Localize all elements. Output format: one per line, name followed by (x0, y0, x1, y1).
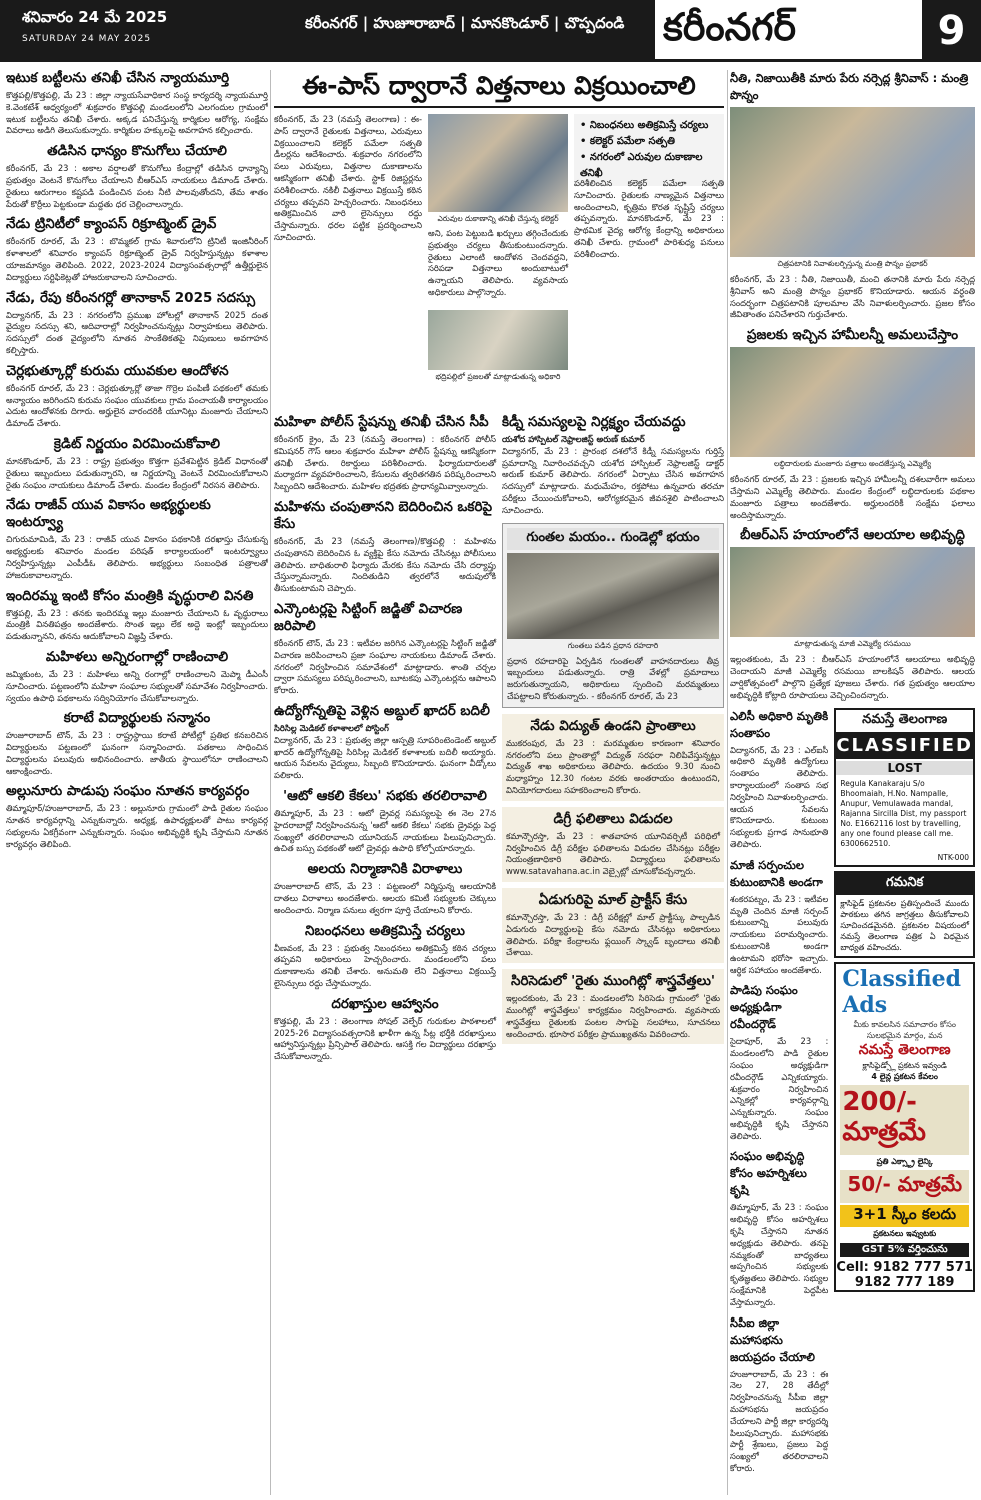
price-row (840, 1085, 969, 1155)
highlight-item: • నగరంలో ఎరువుల దుకాణాల తనిఖీ (580, 150, 718, 182)
article (502, 969, 724, 1044)
article-body: చిగురుమామిడి, మే 23 : రాజీవ్ యువ వికాసం పథకానికి దరఖాస్తు చేసుకున్న అభ్యర్థులకు శనివారం మండల పరిషత్ కార్యాలయంలో ఇంటర్వ్యూలు నిర్వహిస్తున్నట్లు ఎంపీడీఓ తెలిపారు. అభ్యర్థులు సంబంధిత పత్రాలతో హాజరుకావాలన్నారు. (6, 534, 268, 580)
photo-feature-headline: గుంతల మయం.. గుండెల్లో భయం (507, 528, 719, 550)
notice-text: క్లాసిఫైడ్ ప్రకటనల ప్రతిస్పందించే ముందు పాఠకులు తగిన జాగ్రత్తలు తీసుకోవాలని సూచించడమైనది. ప్రకటనల విషయంలో నమస్తే తెలంగాణ పత్రిక ఏ విధమైన బాధ్యత వహించదు. (840, 898, 969, 952)
center-column (274, 70, 724, 1495)
article-photo (730, 347, 975, 457)
notice-title: గమనిక (836, 873, 973, 895)
article (274, 861, 496, 916)
article (6, 363, 268, 430)
classified-promo (834, 962, 975, 1292)
article (730, 982, 828, 1142)
article (274, 996, 496, 1063)
article-headline: మహిళను చంపుతానని బెదిరించిన ఒకరిపై కేసు (274, 498, 493, 532)
article-headline: సంఘం అభివృద్ధి కోసం అహర్నిశలు కృషి (730, 1149, 807, 1198)
promo-brand-sub: క్లాసిఫైడ్స్లో ప్రకటన ఇవ్వండి (862, 1060, 947, 1070)
article (6, 649, 268, 704)
lead-photo (428, 114, 568, 212)
article-body: కొత్తపల్లి, మే 23 : తనకు ఇందిరమ్మ ఇల్లు మంజూరు చేయాలని ఓ వృద్ధురాలు మంత్రికి వినతిపత్రం అందజేశారు. సొంత ఇల్లు లేక అద్దె ఇంట్లో ఇబ్బందులు పడుతున్నానని, తనను ఆదుకోవాలని విజ్ఞప్తి చేశారు. (6, 607, 268, 642)
article-body: కరీంనగర్ రూరల్, మే 23 : బొమ్మకల్ గ్రామ శివారులోని ట్రినిటీ ఇంజినీరింగ్ కళాశాలలో శనివారం క్యాంపస్ రిక్రూట్మెంట్ డ్రైవ్ నిర్వహిస్తున్నట్లు కళాశాల యాజమాన్యం తెలిపింది. 2022, 2023-2024 విద్యాసంవత్సరాల్లో ఉత్తీర్ణులైన విద్యార్థులు సర్టిఫికెట్లతో హాజరుకావాలని సూచించారు. (6, 236, 268, 282)
notice-box (834, 871, 975, 958)
article-body: ఇల్లందకుంట, మే 23 : మండలంలోని సిరిసెడు గ్రామంలో 'రైతు ముంగిట్లో శాస్త్రవేత్తలు' కార్యక్రమం నిర్వహించారు. వ్యవసాయ శాస్త్రవేత్తలు రైతులకు పంటల సాగుపై సలహాలు, సూచనలు అందించారు. భూసార పరీక్షల ప్రాముఖ్యతను వివరించారు. (506, 993, 720, 1039)
article-body: విద్యానగర్, మే 23 : ప్రారంభ దశలోనే కిడ్నీ సమస్యలను గుర్తిస్తే ప్రమాదాన్ని నివారించవచ్చని యశోద హాస్పిటల్ నెఫ్రాలజిస్ట్ డాక్టర్ అరుణ్ కుమార్ తెలిపారు. నగరంలో ఏర్పాటు చేసిన అవగాహన సదస్సులో మాట్లాడారు. మధుమేహం, రక్తపోటు ఉన్నవారు తరచూ పరీక్షలు చేయించుకోవాలని, ఆరోగ్యకరమైన జీవనశైలి పాటించాలని సూచించారు. (502, 445, 724, 515)
article-body: విద్యానగర్, మే 23 : ప్రభుత్వ జిల్లా ఆస్పత్రి సూపరింటెండెంట్ అబ్దుల్ ఖాదర్ ఉద్యోగోన్నతిపై సిరిసిల్ల మెడికల్ కళాశాలకు బదిలీ అయ్యారు. ఆయన సేవలను వైద్యులు, సిబ్బంది కొనియాడారు. ఘనంగా వీడ్కోలు పలికారు. (274, 734, 496, 781)
article (730, 70, 975, 321)
secondary-photo-caption: భద్రిపల్లిలో ప్రజలతో మాట్లాడుతున్న అధికారి (435, 372, 561, 381)
date-telugu: శనివారం 24 మే 2025 (22, 8, 168, 26)
article (6, 216, 268, 283)
lead-body: కరీంనగర్, మే 23 (నమస్తే తెలంగాణ) : ఈ-పాస్ ద్వారానే రైతులకు విత్తనాలు, ఎరువులు విక్రయించాలని కలెక్టర్ పమేలా సత్పతి డీలర్లను ఆదేశించారు. శుక్రవారం నగరంలోని పలు ఎరువులు, విత్తనాల దుకాణాలను ఆకస్మికంగా తనిఖీ చేశారు. స్టాక్ రిజిస్టర్లను పరిశీలించారు. నకిలీ విత్తనాలు విక్రయిస్తే కఠిన చర్యలు తప్పవని హెచ్చరించారు. నిబంధనలు అతిక్రమించిన వారి లైసెన్సులు రద్దు చేస్తామన్నారు. ధరల పట్టిక ప్రదర్శించాలని సూచించారు. (274, 114, 422, 242)
article-headline: ఇందిరమ్మ ఇంటి కోసం మంత్రికి వృద్ధురాలి వినతి (6, 587, 254, 604)
article (730, 1315, 828, 1475)
article-body: హుజూరాబాద్ టౌన్, మే 23 : రాష్ట్రస్థాయి కరాటే పోటీల్లో ప్రతిభ కనబరిచిన విద్యార్థులను పట్టణంలో ఘనంగా సన్మానించారు. పతకాలు సాధించిన విద్యార్థులను పలువురు అభినందించారు. జాతీయ స్థాయిలోనూ రాణించాలని ఆకాంక్షించారు. (6, 730, 268, 776)
article (502, 888, 724, 963)
page-number: 9 (922, 0, 981, 62)
article-headline: ఎన్కౌంటర్లపై సిట్టింగ్ జడ్జితో విచారణ జరిపాలి (274, 600, 463, 634)
article-headline: నేడు విద్యుత్ ఉండని ప్రాంతాలు (530, 717, 696, 734)
promo-tagline: మీకు కావలసిన సమాచారం కోసం సులభమైన మార్గం, మన (853, 1019, 956, 1040)
article (6, 783, 268, 850)
article-headline: తడిసిన ధాన్యం కొనుగోలు చేయాలి (47, 143, 227, 160)
article-headline: సీపీఐ జిల్లా మహాసభను జయప్రదం చేయాలి (730, 1315, 815, 1364)
article-body: కొత్తపల్లి, మే 23 : తెలంగాణ సోషల్ వెల్ఫేర్ గురుకుల పాఠశాలలో 2025-26 విద్యాసంవత్సరానికి ఖాళీగా ఉన్న సీట్ల భర్తీకి దరఖాస్తులు ఆహ్వానిస్తున్నట్లు ప్రిన్సిపాల్ తెలిపారు. ఆసక్తి గల విద్యార్థులు దరఖాస్తు చేసుకోవాలన్నారు. (274, 1015, 496, 1062)
article (6, 436, 268, 491)
promo-brand: నమస్తే తెలంగాణ (858, 1041, 951, 1058)
article-body: వీణవంక, మే 23 : ప్రభుత్వ నిబంధనలు అతిక్రమిస్తే కఠిన చర్యలు తప్పవని అధికారులు హెచ్చరించారు. మండలంలోని పలు దుకాణాలను తనిఖీ చేశారు. అనుమతి లేని విత్తనాలు విక్రయిస్తే లైసెన్సులు రద్దు చేస్తామన్నారు. (274, 942, 496, 988)
article-body: విద్యానగర్, మే 23 : ఎల్ఐసీ అధికారి మృతికి ఉద్యోగులు సంతాపం తెలిపారు. కార్యాలయంలో సంతాప సభ నిర్వహించి నివాళులర్పించారు. ఆయన సేవలను కొనియాడారు. కుటుంబ సభ్యులకు ప్రగాఢ సానుభూతి తెలిపారు. (730, 744, 829, 849)
article-headline: ఇటుక బట్టీలను తనిఖీ చేసిన న్యాయమూర్తి (6, 70, 230, 86)
contact-number: Cell: 9182 777 571 (836, 1259, 973, 1275)
ad-code: NTK-000 (937, 852, 969, 862)
article-body: తిమ్మాపూర్, మే 23 : సంఘం అభివృద్ధి కోసం అహర్నిశలు కృషి చేస్తానని నూతన అధ్యక్షుడు తెలిపారు. తనపై నమ్మకంతో బాధ్యతలు అప్పగించిన సభ్యులకు కృతజ్ఞతలు తెలిపారు. సభ్యుల సంక్షేమానికి పెద్దపీట వేస్తామన్నారు. (730, 1202, 829, 1307)
article-headline: సిరిసెడులో 'రైతు ముంగిట్లో శాస్త్రవేత్తలు' (510, 973, 716, 990)
article (6, 143, 268, 210)
article-body: హుజూరాబాద్, మే 23 : ఈ నెల 27, 28 తేదీల్లో నిర్వహించనున్న సీపీఐ జిల్లా మహాసభను జయప్రదం చేయాలని పార్టీ జిల్లా కార్యదర్శి పిలుపునిచ్చారు. మహాసభకు పార్టీ శ్రేణులు, ప్రజలు పెద్ద సంఖ్యలో తరలిరావాలని కోరారు. (730, 1368, 829, 1474)
highlight-item: • నిబంధనలు అతిక్రమిస్తే చర్యలు (580, 118, 718, 134)
lead-highlights (574, 114, 724, 186)
article-headline: ఏడుగురిపై మాల్ ప్రాక్టీస్ కేసు (538, 891, 688, 908)
masthead (0, 0, 981, 62)
article (502, 414, 724, 517)
ad-text: Regula Kanakaraju S/o Bhoomaiah, H.No. Nampalle, Anupur, Vemulawada mandal, Rajanna Sircilla Dist, my passport No. E1662116 lost by travelling, any one found please call me. 6300662510. (840, 778, 967, 848)
article-body: ఇల్లంతకుంట, మే 23 : బీఆర్ఎస్ హయాంలోనే ఆలయాలు అభివృద్ధి చెందాయని మాజీ ఎమ్మెల్యే రసమయి బాలకిషన్ తెలిపారు. ఆలయ వార్షికోత్సవంలో పాల్గొని ప్రత్యేక పూజలు చేశారు. గత ప్రభుత్వం ఆలయాల అభివృద్ధికి కోట్లాది రూపాయలు వెచ్చించిందన్నారు. (730, 654, 975, 700)
article-body: కరీంనగర్, మే 23 : నీతి, నిజాయితీ, మంచి తనానికి మారు పేరు నర్సెద్ల శ్రీనివాస్ అని మంత్రి పొన్నం ప్రభాకర్ కొనియాడారు. ఆయన వర్ధంతి సందర్భంగా చిత్రపటానికి పూలమాల వేసి నివాళులర్పించారు. ప్రజల కోసం జీవితాంతం పనిచేశారని గుర్తుచేశారు. (730, 274, 975, 320)
extra-line-label: ప్రతి ఎక్స్ట్రా లైన్కి (876, 1156, 933, 1166)
article-row (730, 708, 975, 1481)
article-headline: ప్రజలకు ఇచ్చిన హామీలన్నీ అమలుచేస్తాం (746, 327, 959, 344)
lead-body: అని, పంట పెట్టుబడి ఖర్చులు తగ్గించేందుకు ప్రభుత్వం చర్యలు తీసుకుంటుందన్నారు. రైతులు ఎలాంటి ఆందోళన చెందవద్దని, సరిపడా విత్తనాలు అందుబాటులో ఉన్నాయని తెలిపారు. వ్యవసాయ అధికారులు పాల్గొన్నారు. (428, 228, 568, 297)
date-english: SATURDAY 24 MAY 2025 (22, 34, 152, 44)
extra-price-row (840, 1170, 969, 1203)
ad-classified-banner: CLASSIFIED (836, 732, 973, 759)
lead-photo-caption: ఎరువుల దుకాణాన్ని తనిఖీ చేస్తున్న కలెక్టర్ (437, 214, 559, 223)
article (6, 710, 268, 777)
article (6, 70, 268, 137)
column-divider (270, 70, 271, 1495)
gst-note: GST 5% వర్తించును (840, 1243, 969, 1257)
article-body: కమాన్చౌరస్తా, మే 23 : శాతవాహన యూనివర్సిటీ పరిధిలో నిర్వహించిన డిగ్రీ పరీక్షల ఫలితాలను విడుదల చేసినట్లు పరీక్షల నియంత్రణాధికారి తెలిపారు. విద్యార్థులు ఫలితాలను www.satavahana.ac.in వెబ్సైట్లో చూసుకోవచ్చన్నారు. (506, 830, 720, 877)
article-headline: దరఖాస్తుల ఆహ్వానం (331, 995, 439, 1012)
article (274, 788, 496, 855)
ad-brand: నమస్తే తెలంగాణ (862, 711, 948, 727)
article-subhead: యశోద హాస్పిటల్ నెఫ్రాలజిస్ట్ అరుణ్ కుమార్ (502, 434, 645, 444)
article (730, 327, 975, 521)
article-body: కరీంనగర్, మే 23 (నమస్తే తెలంగాణ)/కొత్తపల్లి : మహిళను చంపుతానని బెదిరించిన ఓ వ్యక్తిపై కేసు నమోదు చేసినట్లు పోలీసులు తెలిపారు. బాధితురాలి ఫిర్యాదు మేరకు కేసు నమోదు చేసి దర్యాప్తు చేస్తున్నామన్నారు. నిందితుడిని త్వరలోనే అదుపులోకి తీసుకుంటామని చెప్పారు. (274, 535, 496, 594)
article-photo-caption: లబ్ధిదారులకు మంజూరు పత్రాలు అందజేస్తున్న ఎమ్మెల్యే (773, 459, 932, 469)
article-photo-caption: మాట్లాడుతున్న మాజీ ఎమ్మెల్యే రసమయి (794, 639, 911, 649)
article (6, 497, 268, 581)
article-subhead: సిరిసిల్ల మెడికల్ కళాశాలలో పోస్టింగ్ (274, 722, 389, 733)
article-headline: నేడు రాజీవ్ యువ వికాసం అభ్యర్థులకు ఇంటర్వ్యూ (6, 497, 211, 531)
article-headline: చెర్లభుత్కూర్లో కురుమ యువకుల ఆందోళన (6, 362, 229, 379)
article-body: కరీంనగర్ రూరల్, మే 23 : చెర్లభుత్కూర్లో తాజా గొర్రెల పంపిణీ పథకంలో తమకు అన్యాయం జరిగిందని కురుమ సంఘం యువకులు గ్రామ పంచాయతీ కార్యాలయం ఎదుట ఆందోళనకు దిగారు. అర్హులైన వారందరికీ యూనిట్లు మంజూరు చేయాలని డిమాండ్ చేశారు. (6, 382, 268, 429)
article-body: మానకొండూర్, మే 23 : రాష్ట్ర ప్రభుత్వం కొత్తగా ప్రవేశపెట్టిన క్రెడిట్ విధానంతో రైతులు ఇబ్బందులు పడుతున్నారని, ఆ నిర్ణయాన్ని వెంటనే విరమించుకోవాలని రైతు సంఘం నాయకులు డిమాండ్ చేశారు. మండల కేంద్రంలో నిరసన తెలిపారు. (6, 455, 268, 490)
road-photo-caption: గుంతలు పడిన ప్రధాన రహదారి (567, 640, 659, 650)
article (274, 414, 496, 493)
article (730, 1148, 828, 1308)
article (730, 708, 828, 851)
photo-feature (502, 523, 724, 708)
article-body: హుజూరాబాద్ టౌన్, మే 23 : పట్టణంలో నిర్మిస్తున్న ఆలయానికి దాతలు విరాళాలు అందజేశారు. ఆలయ కమిటీ సభ్యులకు చెక్కులు అందించారు. నిర్మాణ పనులు త్వరగా పూర్తి చేయాలని కోరారు. (274, 881, 496, 915)
article-headline: నేడు, రేపు కరీంనగర్లో తానాకాన్ 2025 సదస్సు (6, 289, 256, 306)
article-body: సైదాపూర్, మే 23 : మండలంలోని పాడి రైతుల సంఘం అధ్యక్షుడిగా రవీందర్గౌడ్ ఎన్నికయ్యారు. శుక్రవారం నిర్వహించిన ఎన్నికల్లో కార్యవర్గాన్ని ఎన్నుకున్నారు. సంఘం అభివృద్ధికి కృషి చేస్తానని తెలిపారు. (730, 1036, 829, 1141)
edition-box (655, 0, 922, 62)
article-body: విద్యానగర్, మే 23 : నగరంలోని ప్రముఖ హోటల్లో తానాకాన్ 2025 దంత వైద్యుల సదస్సు శని, ఆదివారాల్లో నిర్వహించనున్నట్లు నిర్వాహకులు తెలిపారు. సదస్సులో దంత వైద్యంలోని నూతన సాంకేతికతపై నిపుణులు అవగాహన కల్పిస్తారు. (6, 309, 268, 355)
region-band: కరీంనగర్ | హుజూరాబాద్ | మానకొండూర్ | చొప్పదండి (305, 0, 655, 62)
article-photo (730, 107, 975, 257)
article (730, 857, 828, 977)
column-divider (727, 70, 728, 1495)
article-headline: క్రెడిట్ నిర్ణయం విరమించుకోవాలి (53, 435, 221, 452)
article-headline: ఉద్యోగోన్నతిపై వెళ్లిన అబ్దుల్ ఖాదర్ బదిలీ (274, 702, 490, 719)
lead-article (274, 114, 724, 414)
lead-headline: ఈ-పాస్ ద్వారానే విత్తనాలు విక్రయించాలి (274, 70, 724, 108)
article-photo-caption: చిత్రపటానికి నివాళులర్పిస్తున్న మంత్రి పొన్నం ప్రభాకర్ (777, 259, 928, 268)
article-body: కరీంనగర్ క్రైం, మే 23 (నమస్తే తెలంగాణ) : కరీంనగర్ పోలీస్ కమిషనర్ గౌస్ ఆలం శుక్రవారం మహిళా పోలీస్ స్టేషన్ను ఆకస్మికంగా తనిఖీ చేశారు. రికార్డులు పరిశీలించారు. ఫిర్యాదుదారులతో మర్యాదగా వ్యవహరించాలని, కేసులను త్వరితగతిన పరిష్కరించాలని సిబ్బందిని ఆదేశించారు. మహిళల భద్రతకు ప్రాధాన్యమివ్వాలన్నారు. (274, 434, 496, 492)
article (274, 601, 496, 697)
article-body: జమ్మికుంట, మే 23 : మహిళలు అన్ని రంగాల్లో రాణించాలని మెప్మా డీఎంసీ సూచించారు. పట్టణంలోని మహిళా సంఘాల సభ్యులతో సమావేశం నిర్వహించారు. స్వయం ఉపాధి పథకాలను సద్వినియోగం చేసుకోవాలన్నారు. (6, 668, 268, 703)
article-body: కరీంనగర్, మే 23 : అకాల వర్షాలతో కొనుగోలు కేంద్రాల్లో తడిసిన ధాన్యాన్ని ప్రభుత్వం వెంటనే కొనుగోలు చేయాలని బీఆర్ఎస్ నాయకులు డిమాండ్ చేశారు. రైతులు ఆరుగాలం కష్టపడి పండించిన పంట నీటి పాలవుతోందని, తేమ శాతం పేరుతో కొర్రీలు పెట్టకుండా మద్దతు ధర చెల్లించాలన్నారు. (6, 163, 268, 209)
article-body: కమాన్చౌరస్తా, మే 23 : డిగ్రీ పరీక్షల్లో మాల్ ప్రాక్టీస్కు పాల్పడిన ఏడుగురు విద్యార్థులపై కేసు నమోదు చేసినట్లు అధికారులు తెలిపారు. పరీక్షా కేంద్రాలను ఫ్లయింగ్ స్క్వాడ్ బృందాలు తనిఖీ చేశాయి. (506, 911, 720, 958)
extra-price-value: 50/- మాత్రమే (847, 1171, 963, 1196)
edition-title: కరీంనగర్ (663, 4, 797, 49)
road-photo (507, 553, 719, 639)
article (6, 588, 268, 643)
article-headline: కిడ్నీ సమస్యలపై నిర్లక్ష్యం చేయవద్దు (502, 414, 686, 430)
article-headline: నేడు ట్రినిటీలో క్యాంపస్ రిక్రూట్మెంట్ డ్రైవ్ (6, 216, 217, 233)
article-body: శంకరపట్నం, మే 23 : ఇటీవల మృతి చెందిన మాజీ సర్పంచ్ కుటుంబాన్ని పలువురు నాయకులు పరామర్శించారు. కుటుంబానికి అండగా ఉంటామని భరోసా ఇచ్చారు. ఆర్థిక సహాయం అందజేశారు. (730, 893, 829, 975)
price-value: 200/- మాత్రమే (842, 1086, 926, 1147)
date-box (0, 0, 305, 62)
article-photo (730, 547, 975, 637)
article (502, 807, 724, 882)
article-headline: మహిళా పోలీస్ స్టేషన్ను తనిఖీ చేసిన సీపీ (274, 414, 489, 430)
article-headline: అలయ నిర్మాణానికి విరాళాలు (307, 861, 463, 878)
article-headline: మహిళలు అన్నిరంగాల్లో రాణించాలి (45, 648, 229, 665)
article-body: కరీంనగర్ రూరల్, మే 23 : ప్రజలకు ఇచ్చిన హామీలన్నీ దశలవారీగా అమలు చేస్తామని ఎమ్మెల్యే తెలిపారు. మండల కేంద్రంలో లబ్ధిదారులకు పథకాల మంజూరు పత్రాలు అందజేశారు. అర్హులందరికీ సంక్షేమ ఫలాలు అందిస్తామన్నారు. (730, 474, 975, 520)
article-headline: నీతి, నిజాయితీకి మారు పేరు నర్సెద్ల శ్రీనివాస్ : మంత్రి పొన్నం (730, 71, 969, 102)
price-label: 4 లైన్ల ప్రకటన కేవలం (871, 1071, 938, 1081)
offer-badge: 3+1 స్కీం కలదు (840, 1205, 969, 1227)
article-headline: కరాటే విద్యార్థులకు సన్మానం (63, 710, 211, 727)
photo-feature-body: ప్రధాన రహదారిపై ఏర్పడిన గుంతలతో వాహనదారులు తీవ్ర ఇబ్బందులు పడుతున్నారు. రాత్రి వేళల్లో ప్రమాదాలు జరుగుతున్నాయని, అధికారులు స్పందించి మరమ్మతులు చేపట్టాలని కోరుతున్నారు. - కరీంనగర్ రూరల్, మే 23 (507, 655, 719, 701)
ad-note: ప్రకటనలు ఇవ్వుటకు (873, 1228, 937, 1238)
article (502, 714, 724, 801)
article (274, 923, 496, 990)
article-headline: ఎలిసీ అధికారి మృతికి సంతాపం (730, 708, 829, 740)
right-column (730, 70, 975, 1495)
classified-ad (834, 708, 975, 867)
article-headline: నిబంధనలు అతిక్రమిస్తే చర్యలు (305, 922, 465, 939)
lead-body: పరిశీలించిన కలెక్టర్ పమేలా సత్పతి సూచించారు. రైతులకు నాణ్యమైన విత్తనాలు అందించాలని, కృత్రిమ కొరత సృష్టిస్తే చర్యలు తప్పవన్నారు. మానకొండూర్, మే 23 : ప్రాథమిక వైద్య ఆరోగ్య కేంద్రాన్ని అధికారులు తనిఖీ చేశారు. గ్రామంలో పారిశుధ్య పనులు పరిశీలించారు. (574, 178, 724, 259)
article (274, 499, 496, 595)
article (6, 290, 268, 357)
left-column (6, 70, 268, 1495)
article-headline: బీఆర్ఎస్ హయాంలోనే ఆలయాల అభివృద్ధి (740, 527, 965, 544)
article-headline: డిగ్రీ ఫలితాలు విడుదల (553, 810, 673, 827)
article-headline: మాజీ సర్పంచుల కుటుంబానికి అండగా (730, 857, 823, 889)
highlight-item: • కలెక్టర్ పమేలా సత్పతి (580, 134, 718, 150)
article-body: తిమ్మాపూర్/హుజూరాబాద్, మే 23 : అల్లునూరు గ్రామంలో పాడి రైతుల సంఘం నూతన కార్యవర్గాన్ని ఎన్నుకున్నారు. అధ్యక్ష, ఉపాధ్యక్షులతో పాటు కార్యవర్గ సభ్యులను ఏకగ్రీవంగా ఎన్నుకున్నారు. సంఘం అభివృద్ధికి కృషి చేస్తామని నూతన కార్యవర్గం తెలిపింది. (6, 803, 268, 849)
classified-ads-logo: Classified Ads (842, 965, 961, 1018)
article-body: తిమ్మాపూర్, మే 23 : ఆటో డ్రైవర్ల సమస్యలపై ఈ నెల 27న హైదరాబాద్లో నిర్వహించనున్న 'ఆటో ఆకలి కేకలు' సభకు డ్రైవర్లు పెద్ద సంఖ్యలో తరలిరావాలని యూనియన్ నాయకులు పిలుపునిచ్చారు. ఉచిత బస్సు పథకంతో ఆటో డ్రైవర్లు ఉపాధి కోల్పోయారన్నారు. (274, 807, 496, 854)
article-headline: అల్లునూరు పాడుపు సంఘం నూతన కార్యవర్గం (6, 783, 250, 800)
article (730, 527, 975, 701)
article-headline: పాడిపు సంఘం అధ్యక్షుడిగా రవీందర్గౌడ్ (730, 983, 798, 1032)
article-headline: 'ఆటో ఆకలి కేకలు' సభకు తరలిరావాలి (283, 787, 487, 804)
article (274, 703, 496, 782)
article-body: కరీంనగర్ టౌన్, మే 23 : ఇటీవల జరిగిన ఎన్కౌంటర్లపై సిట్టింగ్ జడ్జితో విచారణ జరిపించాలని ప్రజా సంఘాల నాయకులు డిమాండ్ చేశారు. నగరంలో నిర్వహించిన సమావేశంలో మాట్లాడారు. శాంతి చర్చల ద్వారా సమస్యలు పరిష్కరించాలని, బూటకపు ఎన్కౌంటర్లను ఆపాలని కోరారు. (274, 637, 496, 696)
article-body: ముకరంపుర, మే 23 : మరమ్మతుల కారణంగా శనివారం నగరంలోని పలు ప్రాంతాల్లో విద్యుత్ సరఫరా నిలిపివేస్తున్నట్లు విద్యుత్ శాఖ అధికారులు తెలిపారు. ఉదయం 9.30 నుంచి మధ్యాహ్నం 12.30 గంటల వరకు అంతరాయం ఉంటుందని, వినియోగదారులు సహకరించాలని కోరారు. (506, 737, 720, 795)
secondary-photo (428, 310, 568, 370)
article-row (274, 414, 724, 1069)
contact-number: 9182 777 189 (854, 1274, 955, 1290)
ad-lost-label: LOST (836, 761, 973, 775)
article-body: కొత్తపల్లి/కొత్తపల్లి, మే 23 : జిల్లా న్యాయసేవాధికార సంస్థ కార్యదర్శి న్యాయమూర్తి కె.వెంకటేశ్ ఆధ్వర్యంలో శుక్రవారం కొత్తపల్లి మండలంలోని ఎలగందుల గ్రామంలో ఇటుక బట్టీలను తనిఖీ చేశారు. అక్కడ పనిచేస్తున్న కార్మికుల ఆరోగ్య, సంక్షేమ వివరాలు అడిగి తెలుసుకున్నారు. కార్మికుల హక్కులపై అవగాహన కల్పించారు. (6, 90, 268, 136)
